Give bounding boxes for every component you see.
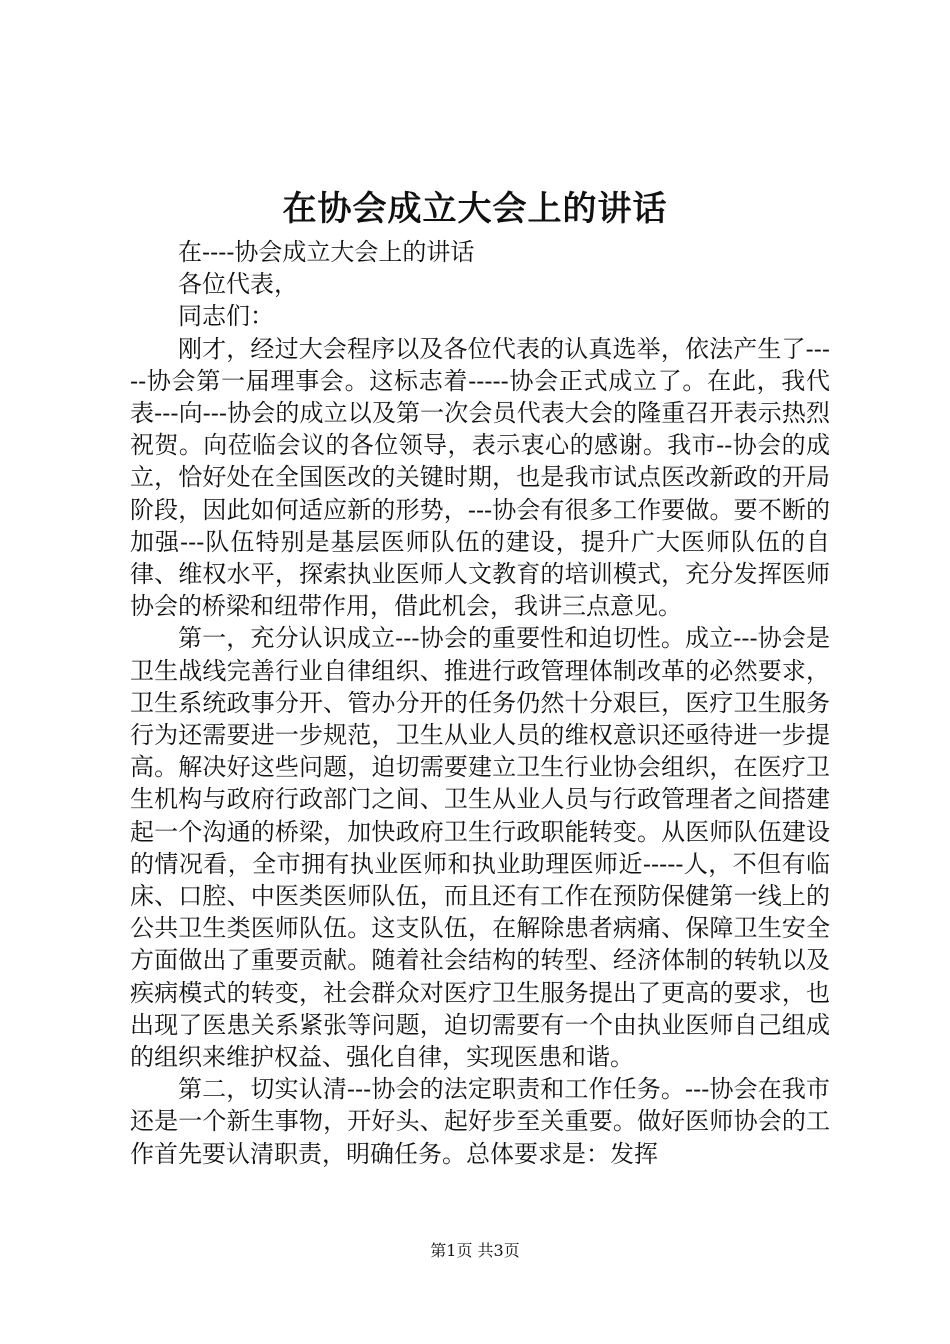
paragraph-opening: 刚才，经过大会程序以及各位代表的认真选举，依法产生了-----协会第一届理事会。这标志着-----协会正式成立了。在此，我代表---向---协会的成立以及第一次会员代表大会的隆重召开表示热烈祝贺。向莅临会议的各位领导，表示衷心的感谢。我市--协会的成立，恰好处在全国医改的关键时期，也是我市试点医改新政的开局阶段，因此如何适应新的形势，---协会有很多工作要做。要不断的加强---队伍特别是基层医师队伍的建设，提升广大医师队伍的自律、维权水平，探索执业医师人文教育的培训模式，充分发挥医师协会的桥梁和纽带作用，借此机会，我讲三点意见。	[130, 334, 830, 621]
paragraph-subtitle: 在----协会成立大会上的讲话	[178, 238, 475, 266]
paragraph-point-two: 第二，切实认清---协会的法定职责和工作任务。---协会在我市还是一个新生事物，开好头、起好步至关重要。做好医师协会的工作首先要认清职责，明确任务。总体要求是：发挥	[130, 1075, 830, 1168]
page-footer: 第1页 共3页	[430, 1241, 520, 1260]
paragraph-salutation-delegates: 各位代表，	[178, 270, 298, 299]
paragraph-point-one: 第一，充分认识成立---协会的重要性和迫切性。成立---协会是卫生战线完善行业自律组织、推进行政管理体制改革的必然要求，卫生系统政事分开、管办分开的任务仍然十分艰巨，医疗卫生服务行为还需要进一步规范，卫生从业人员的维权意识还亟待进一步提高。解决好这些问题，迫切需要建立卫生行业协会组织，在医疗卫生机构与政府行政部门之间、卫生从业人员与行政管理者之间搭建起一个沟通的桥梁，加快政府卫生行政职能转变。从医师队伍建设的情况看，全市拥有执业医师和执业助理医师近-----人，不但有临床、口腔、中医类医师队伍，而且还有工作在预防保健第一线上的公共卫生类医师队伍。这支队伍，在解除患者病痛、保障卫生安全方面做出了重要贡献。随着社会结构的转型、经济体制的转轨以及疾病模式的转变，社会群众对医疗卫生服务提出了更高的要求，也出现了医患关系紧张等问题，迫切需要有一个由执业医师自己组成的组织来维护权益、强化自律，实现医患和谐。	[130, 624, 830, 1072]
document-body	[130, 236, 830, 1170]
document-title: 在协会成立大会上的讲话	[282, 189, 668, 229]
paragraph-salutation-comrades: 同志们：	[178, 302, 274, 331]
